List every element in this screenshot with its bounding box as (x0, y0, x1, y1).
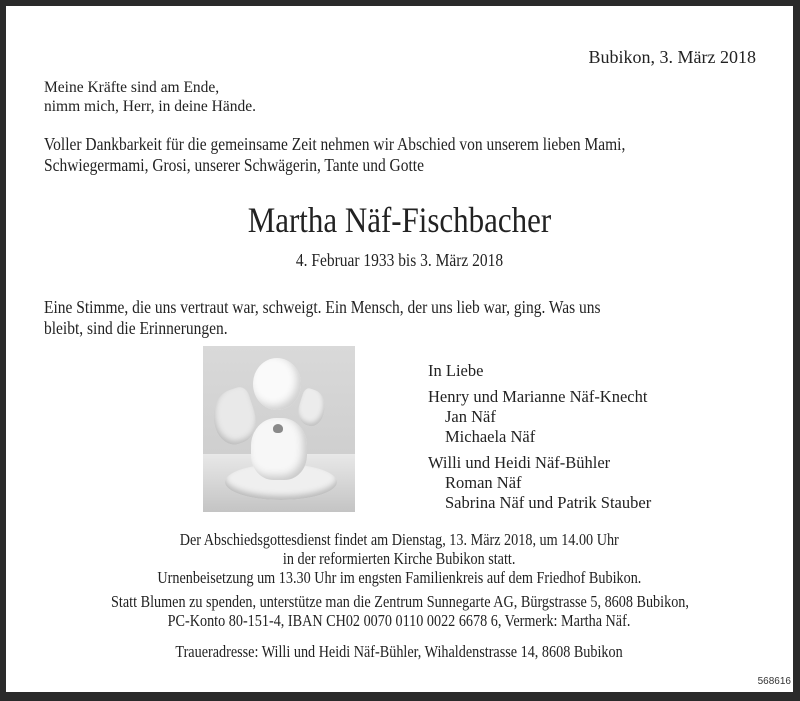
mourner-member: Jan Näf (445, 407, 496, 426)
donation-line: Statt Blumen zu spenden, unterstütze man die Zentrum Sunnegarte AG, Bürgstrasse 5, 8608 Bubikon, (110, 592, 689, 611)
motto-verse (44, 78, 256, 116)
service-info (6, 530, 793, 630)
mourning-address-text: Traueradresse: Willi und Heidi Näf-Bühler, Wihaldenstrasse 14, 8608 Bubikon (175, 642, 624, 661)
ad-code: 568616 (757, 676, 791, 687)
service-line: Der Abschiedsgottesdienst findet am Dienstag, 13. März 2018, um 14.00 Uhr (179, 530, 620, 549)
heart-icon (273, 424, 283, 433)
motto-line: nimm mich, Herr, in deine Hände. (44, 98, 257, 115)
deceased-name (6, 199, 793, 241)
mourning-address (6, 642, 793, 662)
obituary-page (6, 6, 793, 692)
intro-text (44, 134, 720, 176)
donation-line: PC-Konto 80-151-4, IBAN CH02 0070 0110 0022 6678 6, Vermerk: Martha Näf. (168, 611, 631, 630)
mourners-list (428, 361, 651, 513)
mourners-heading: In Liebe (428, 361, 484, 380)
motto-line: Meine Kräfte sind am Ende, (44, 79, 220, 96)
mourner-member: Roman Näf (445, 473, 522, 492)
intro-line: Schwiegermami, Grosi, unserer Schwägerin, Tante und Gotte (44, 155, 424, 175)
quote-line: bleibt, sind die Erinnerungen. (44, 318, 228, 338)
life-dates-text: 4. Februar 1933 bis 3. März 2018 (295, 250, 504, 270)
memorial-quote (44, 297, 691, 339)
mourner-group (428, 453, 651, 513)
angel-head (253, 358, 301, 410)
mourner-group (428, 387, 651, 447)
service-line: in der reformierten Kirche Bubikon statt. (283, 549, 516, 568)
angel-figurine-photo (203, 346, 355, 512)
deceased-name-text: Martha Näf-Fischbacher (247, 200, 552, 240)
intro-line: Voller Dankbarkeit für die gemeinsame Zeit nehmen wir Abschied von unserem lieben Mami, (44, 134, 626, 154)
place-and-date: Bubikon, 3. März 2018 (588, 47, 756, 67)
service-line: Urnenbeisetzung um 13.30 Uhr im engsten Familienkreis auf dem Friedhof Bubikon. (157, 568, 642, 587)
mourner-group-head: Henry und Marianne Näf-Knecht (428, 387, 648, 406)
mourner-member: Sabrina Näf und Patrik Stauber (445, 493, 652, 512)
life-dates (6, 250, 793, 271)
mourner-member: Michaela Näf (445, 427, 536, 446)
quote-line: Eine Stimme, die uns vertraut war, schweigt. Ein Mensch, der uns lieb war, ging. Was uns (44, 297, 601, 317)
mourner-group-head: Willi und Heidi Näf-Bühler (428, 453, 611, 472)
